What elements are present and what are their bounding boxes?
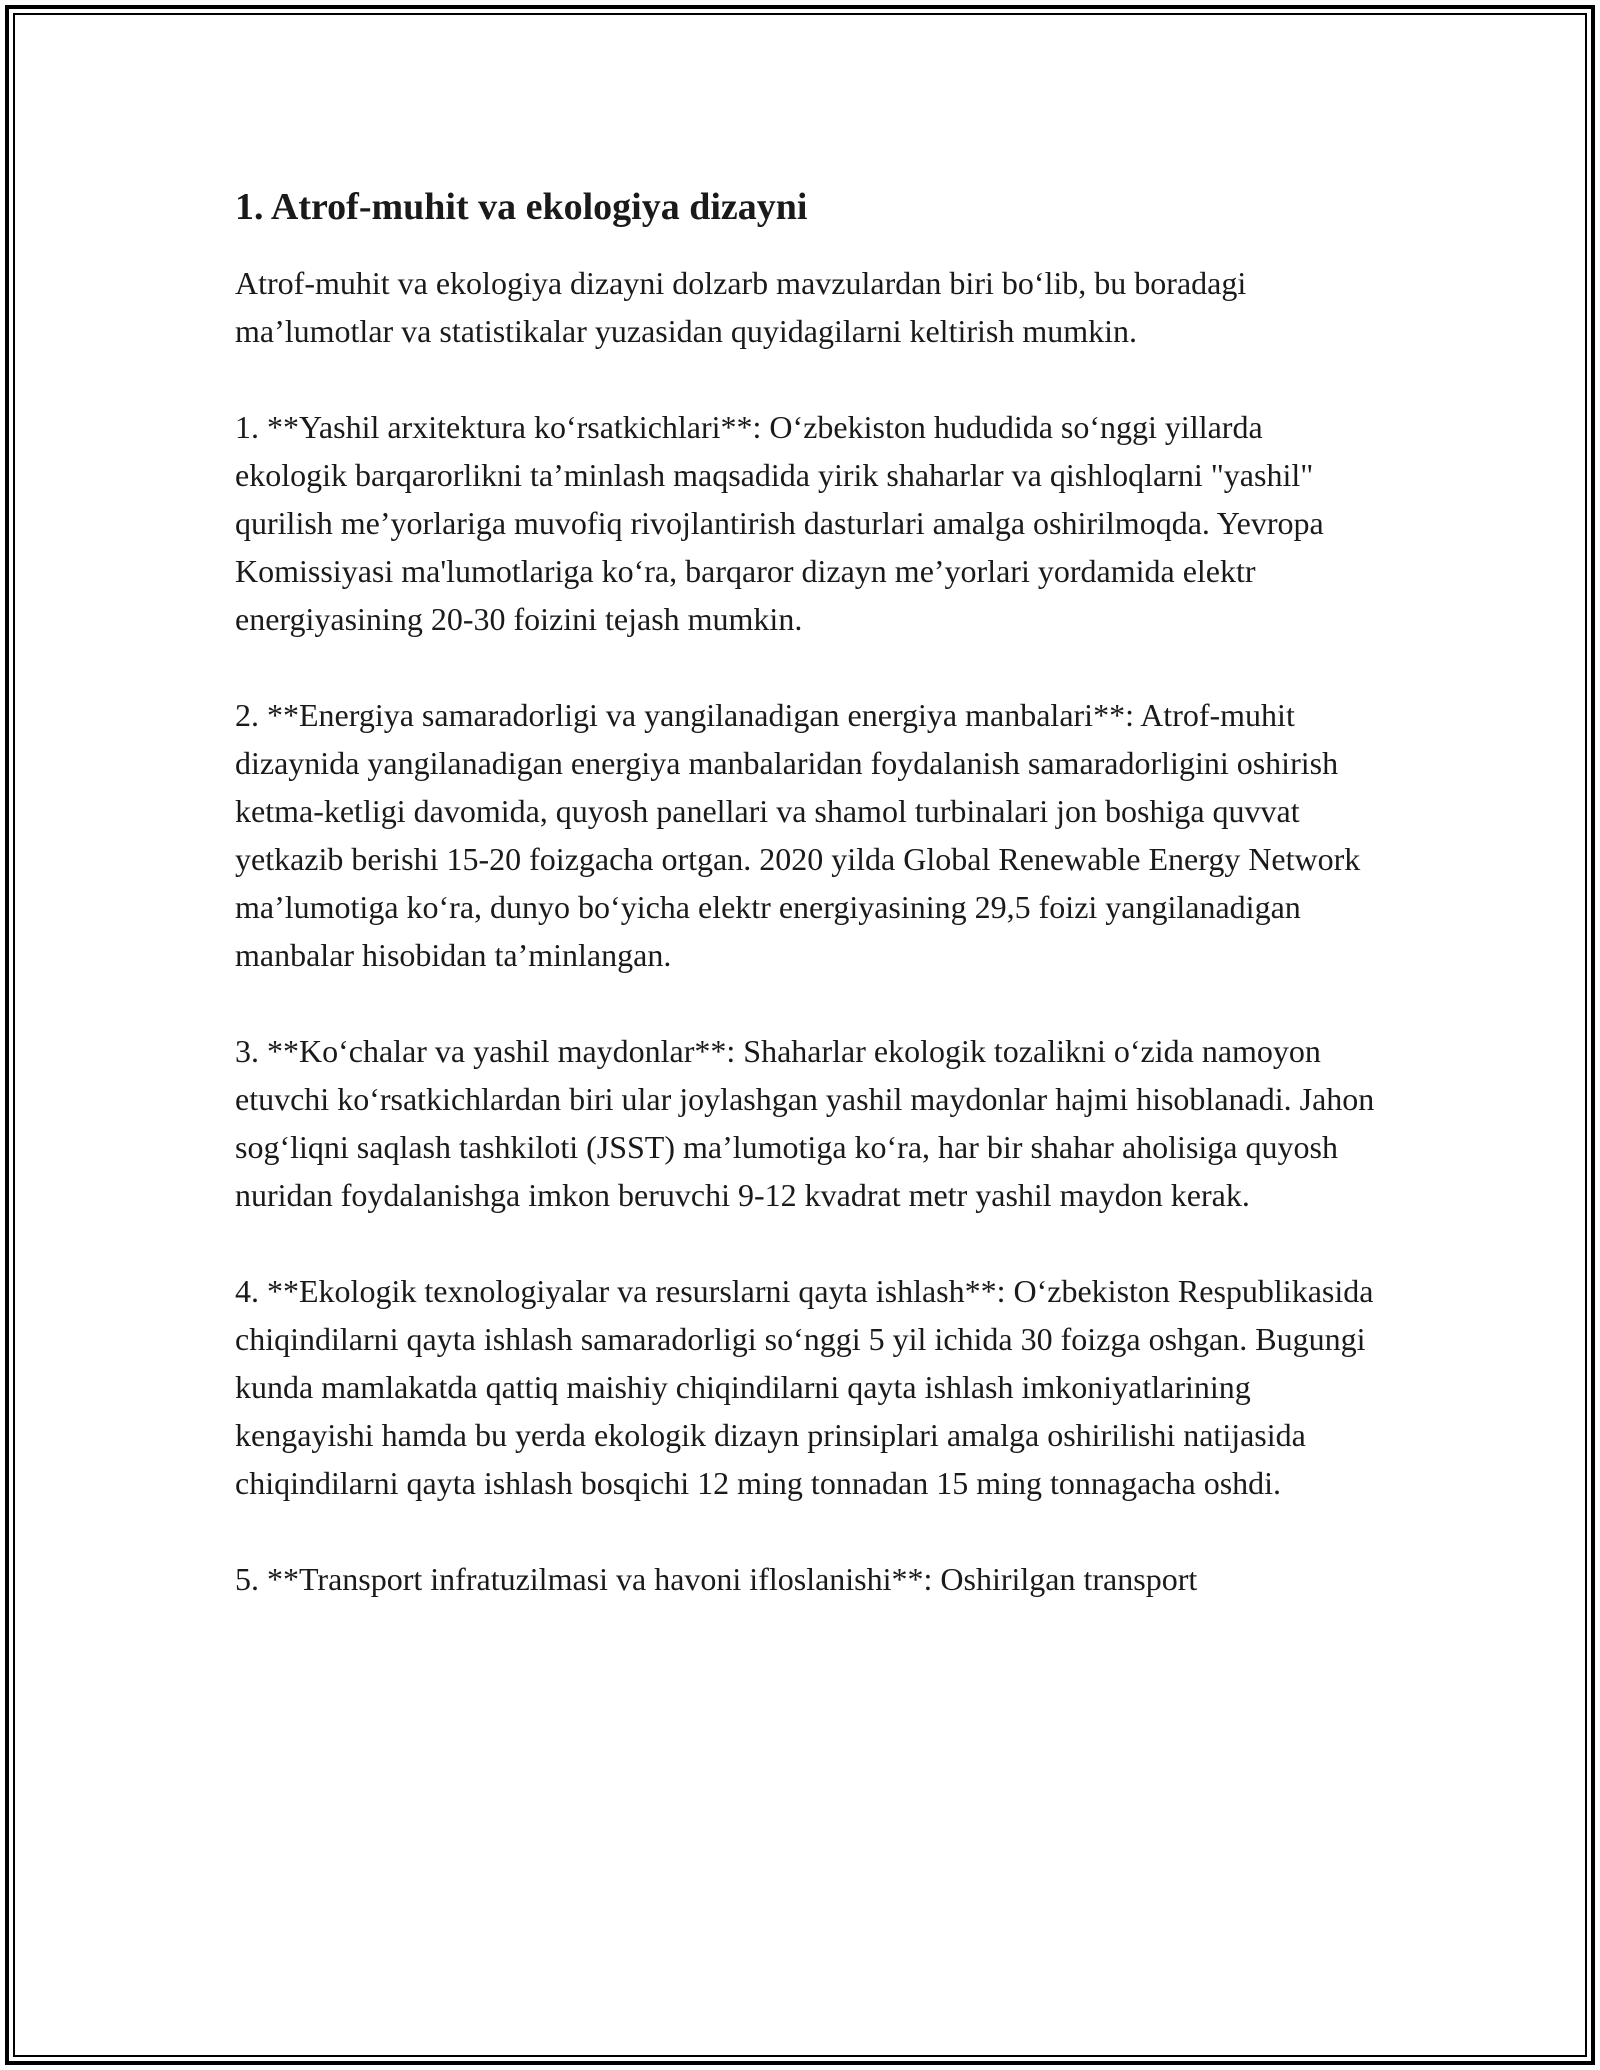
intro-paragraph: Atrof-muhit va ekologiya dizayni dolzarb mavzulardan biri bo‘lib, bu boradagi ma’lumotlar va statistikalar yuzasidan quyidagilarni keltirish mumkin. (235, 264, 1247, 349)
paragraph-transport: 5. **Transport infratuzilmasi va havoni ifloslanishi**: Oshirilgan transport (235, 1560, 1198, 1597)
document-page (235, 185, 1375, 1651)
paragraph-recycling: 4. **Ekologik texnologiyalar va resurslarni qayta ishlash**: O‘zbekiston Respublikasida chiqindilarni qayta ishlash samaradorligi so‘nggi 5 yil ichida 30 foizga oshgan. Bugungi kunda mamlakatda qattiq maishiy chiqindilarni qayta ishlash imkoniyatlarining kengayishi hamda bu yerda ekologik dizayn prinsiplari amalga oshirilishi natijasida chiqindilarni qayta ishlash bosqichi 12 ming tonnadan 15 ming tonnagacha oshdi. (235, 1272, 1374, 1501)
paragraph-green-spaces: 3. **Ko‘chalar va yashil maydonlar**: Shaharlar ekologik tozalikni o‘zida namoyon etuvchi ko‘rsatkichlardan biri ular joylashgan yashil maydonlar hajmi hisoblanadi. Jahon sog‘liqni saqlash tashkiloti (JSST) ma’lumotiga ko‘ra, har bir shahar aholisiga quyosh nuridan foydalanishga imkon beruvchi 9-12 kvadrat metr yashil maydon kerak. (235, 1032, 1375, 1213)
paragraph-green-architecture: 1. **Yashil arxitektura ko‘rsatkichlari**: O‘zbekiston hududida so‘nggi yillarda ekologik barqarorlikni ta’minlash maqsadida yirik shaharlar va qishloqlarni "yashil" qurilish me’yorlariga muvofiq rivojlantirish dasturlari amalga oshirilmoqda. Yevropa Komissiyasi ma'lumotlariga ko‘ra, barqaror dizayn me’yorlari yordamida elektr energiyasining 20-30 foizini tejash mumkin. (235, 408, 1324, 637)
section-heading: 1. Atrof-muhit va ekologiya dizayni (235, 186, 808, 228)
paragraph-energy-efficiency: 2. **Energiya samaradorligi va yangilanadigan energiya manbalari**: Atrof-muhit dizaynida yangilanadigan energiya manbalaridan foydalanish samaradorligini oshirish ketma-ketligi davomida, quyosh panellari va shamol turbinalari jon boshiga quvvat yetkazib berishi 15-20 foizgacha ortgan. 2020 yilda Global Renewable Energy Network ma’lumotiga ko‘ra, dunyo bo‘yicha elektr energiyasining 29,5 foizi yangilanadigan manbalar hisobidan ta’minlangan. (235, 696, 1361, 973)
